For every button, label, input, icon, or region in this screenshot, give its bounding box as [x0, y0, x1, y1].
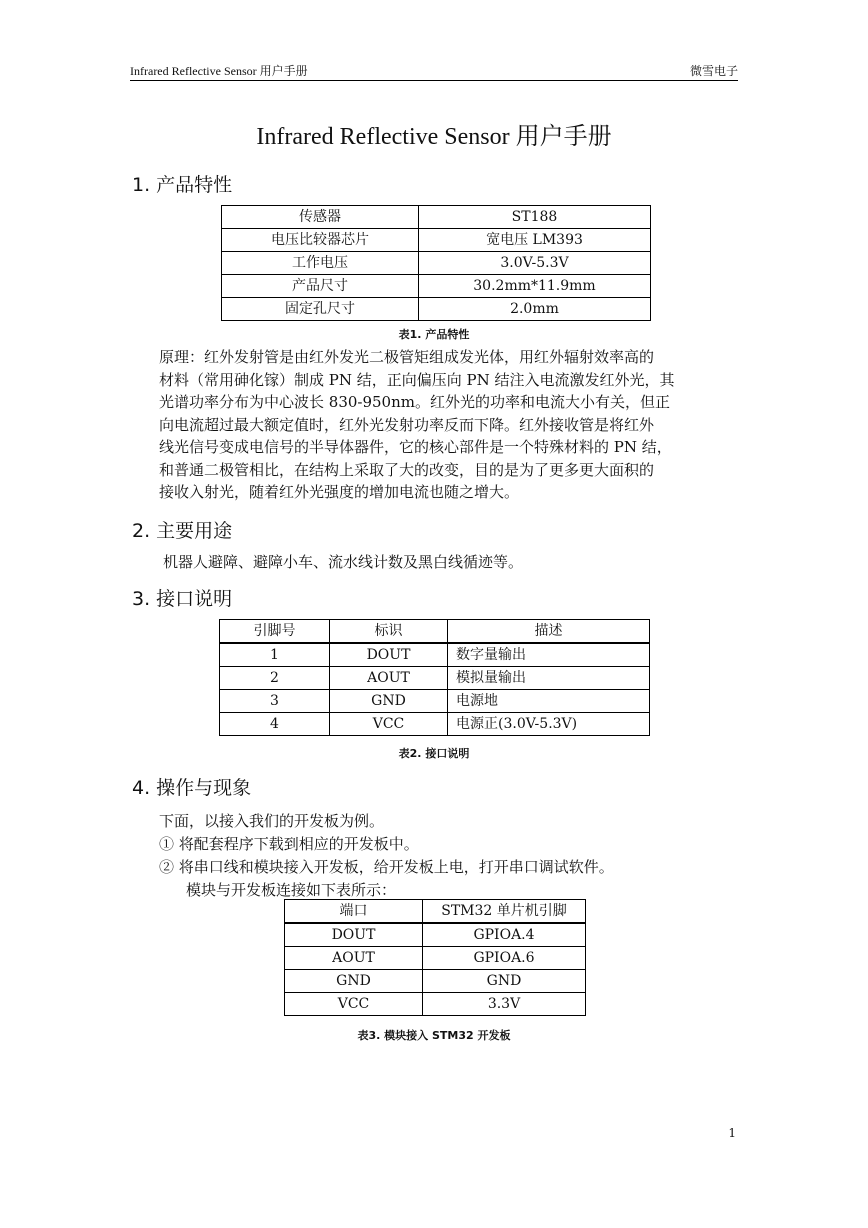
table-cell: GPIOA.4	[423, 923, 586, 947]
interface-table	[219, 619, 650, 736]
table-cell: 宽电压 LM393	[419, 229, 651, 252]
table-row	[285, 923, 586, 947]
column-header: 标识	[330, 620, 448, 644]
paragraph-line: 材料（常用砷化镓）制成 PN 结，正向偏压向 PN 结注入电流激发红外光，其	[159, 370, 675, 389]
table-cell: DOUT	[330, 643, 448, 667]
table-row	[222, 229, 651, 252]
table-cell: DOUT	[285, 923, 423, 947]
features-table	[221, 205, 651, 321]
table3-caption: 表3. 模块接入 STM32 开发板	[357, 1029, 511, 1042]
table-row	[222, 206, 651, 229]
column-header: 描述	[448, 620, 650, 644]
table-cell: 4	[220, 713, 330, 736]
table-cell: 产品尺寸	[222, 275, 419, 298]
table-cell: VCC	[285, 993, 423, 1016]
header-rule	[130, 80, 738, 81]
table-cell: 数字量输出	[448, 643, 650, 667]
column-header: 引脚号	[220, 620, 330, 644]
paragraph-line: 和普通二极管相比，在结构上采取了大的改变，目的是为了更多更大面积的	[159, 460, 655, 479]
table-row	[222, 298, 651, 321]
table-row	[222, 252, 651, 275]
step-item: ① 将配套程序下载到相应的开发板中。	[159, 835, 419, 853]
table-cell: GND	[285, 970, 423, 993]
usage-text: 机器人避障、避障小车、流水线计数及黑白线循迹等。	[163, 553, 524, 571]
paragraph-line: 线光信号变成电信号的半导体器件，它的核心部件是一个特殊材料的 PN 结，	[159, 438, 672, 456]
table-cell: 电源正(3.0V-5.3V)	[448, 713, 650, 736]
table2-caption: 表2. 接口说明	[398, 747, 470, 760]
column-header: 端口	[285, 900, 423, 924]
table-cell: 30.2mm*11.9mm	[419, 275, 651, 298]
table-cell: 模拟量输出	[448, 667, 650, 690]
step-item: ② 将串口线和模块接入开发板，给开发板上电，打开串口调试软件。	[159, 858, 614, 876]
table-cell: AOUT	[330, 667, 448, 690]
table-row	[220, 643, 650, 667]
paragraph-line: 向电流超过最大额定值时，红外光发射功率反而下降。红外接收管是将红外	[159, 415, 655, 434]
paragraph-line: 原理：红外发射管是由红外发光二极管矩组成发光体，用红外辐射效率高的	[159, 348, 655, 366]
table-cell: VCC	[330, 713, 448, 736]
section4-intro: 下面，以接入我们的开发板为例。	[159, 812, 385, 830]
table-cell: 1	[220, 643, 330, 667]
table-row	[222, 275, 651, 298]
table-cell: 电源地	[448, 690, 650, 713]
paragraph-line: 接收入射光，随着红外光强度的增加电流也随之增大。	[159, 483, 520, 501]
table-cell: 3.3V	[423, 993, 586, 1016]
table-row	[285, 947, 586, 970]
table-row	[285, 993, 586, 1016]
table-cell: GND	[330, 690, 448, 713]
table-header-row	[220, 620, 650, 644]
principle-paragraph	[159, 346, 739, 504]
table-cell: 固定孔尺寸	[222, 298, 419, 321]
table-row	[220, 690, 650, 713]
table-cell: 3	[220, 690, 330, 713]
table-header-row	[285, 900, 586, 924]
table-cell: 2.0mm	[419, 298, 651, 321]
table-row	[220, 713, 650, 736]
connection-note: 模块与开发板连接如下表所示：	[186, 881, 397, 899]
section2-heading: 2. 主要用途	[132, 520, 233, 542]
page-title: Infrared Reflective Sensor 用户手册	[256, 124, 612, 150]
table-cell: ST188	[419, 206, 651, 229]
table-row	[285, 970, 586, 993]
page-number: 1	[728, 1126, 736, 1140]
column-header: STM32 单片机引脚	[423, 900, 586, 924]
table1-caption: 表1. 产品特性	[398, 328, 470, 341]
table-cell: 3.0V-5.3V	[419, 252, 651, 275]
table-cell: 电压比较器芯片	[222, 229, 419, 252]
table-cell: AOUT	[285, 947, 423, 970]
table-row	[220, 667, 650, 690]
section4-heading: 4. 操作与现象	[132, 777, 252, 799]
table-cell: GND	[423, 970, 586, 993]
table-cell: 工作电压	[222, 252, 419, 275]
table-cell: 2	[220, 667, 330, 690]
paragraph-line: 光谱功率分布为中心波长 830-950nm。红外光的功率和电流大小有关，但正	[159, 393, 670, 411]
table-cell: 传感器	[222, 206, 419, 229]
connection-table	[284, 899, 586, 1016]
table-cell: GPIOA.6	[423, 947, 586, 970]
header-left: Infrared Reflective Sensor 用户手册	[130, 64, 308, 78]
section3-heading: 3. 接口说明	[132, 588, 233, 610]
section1-heading: 1. 产品特性	[132, 174, 233, 196]
header-right: 微雪电子	[689, 64, 738, 78]
